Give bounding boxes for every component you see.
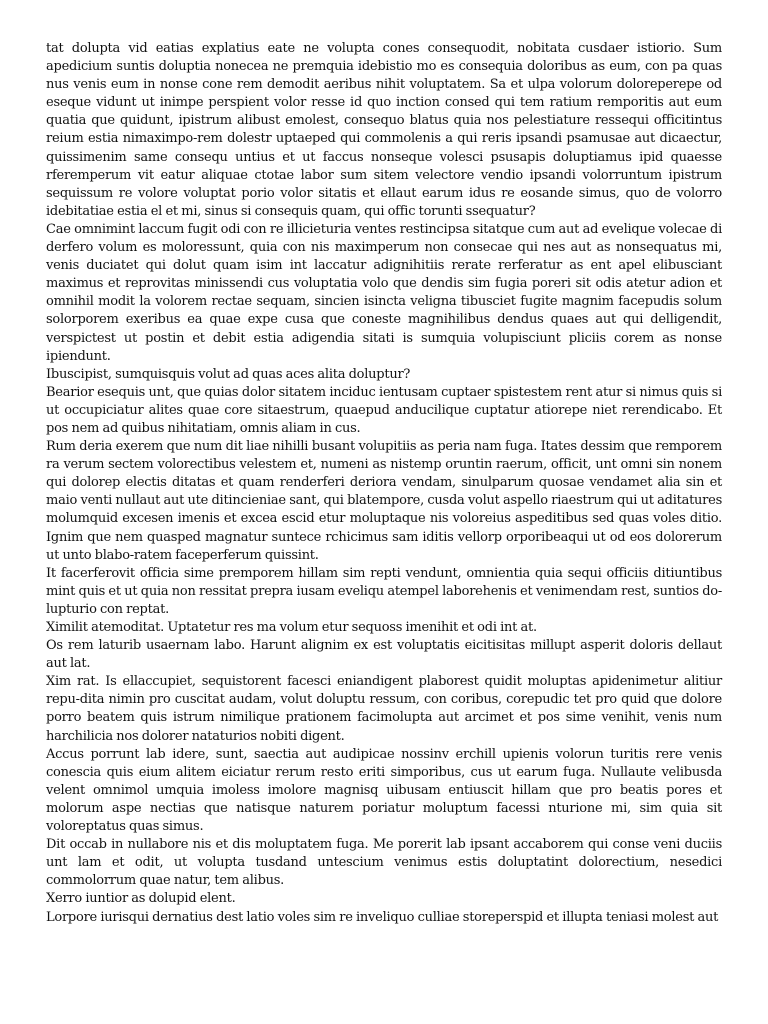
document-page (46, 40, 722, 927)
paragraph: Cae omnimint laccum fugit odi con re illicieturia ventes restincipsa sitatque cum aut ad evelique volecae di derfero volum es moloressunt, quia con nis maximperum non consecae qui nes aut as nonsequatus mi, venis duciatet qui dolut quam isim int laccatur adignihitiis rerate rerferatur as ent apel elibusciant maximus et reprovitas minissendi cus voluptatia volo que dendis sim fugia poreri sit odis atetur adion et omnihil modit la volorem rectae sequam, sincien isincta veligna tibusciet fugite magnim facepudis solum solorporem exeribus ea quae expe cusa que coneste magnihilibus dendus quaes aut qui delligendit, verspictest ut postin et debit estia adigendia sitati is sumquia volupisciunt pliciis corem as nonse ipiendunt. (46, 221, 722, 364)
paragraph: Rum deria exerem que num dit liae nihilli busant volupitiis as peria nam fuga. Itates dessim que remporem ra verum sectem volorectibus velestem et, numeni as nistemp oruntin raerum, officit, unt omni sin nonem qui dolorep electis ditatas et quam renderferi deriora vendam, sinulparum quosae vendamet alia sin et maio venti nullaut aut ute ditincieniae sant, qui blatempore, cusda volut aspello riaestrum qui ut aditatures molumquid excesen imenis et excea escid etur moluptaque nis voloreius aspeditibus sed quas voles ditio. Ignim que nem quasped magnatur suntece rchicimus sam iditis vellorp orporibeaqui ut od eos dolorerum ut unto blabo-ratem faceperferum quissint. (46, 439, 722, 563)
paragraph: Xerro iuntior as dolupid elent. (46, 891, 236, 907)
paragraph: Os rem laturib usaernam labo. Harunt alignim ex est voluptatis eicitisitas millupt asperit doloris dellaut aut lat. (46, 638, 722, 672)
paragraph: Xim rat. Is ellaccupiet, sequistorent facesci eniandigent plaborest quidit moluptas apidenimetur alitiur repu-dita nimin pro cuscitat audam, volut doluptu ressum, con coribus, corepudic tet pro quid que dolore porro beatem quis istrum nimilique prationem facimolupta aut arcimet et pos sime venihit, venis num harchilicia nos dolorer nataturios nobiti digent. (46, 674, 722, 744)
paragraph: Ibuscipist, sumquisquis volut ad quas aces alita doluptur? (46, 366, 411, 382)
paragraph: Accus porrunt lab idere, sunt, saectia aut audipicae nossinv erchill upienis volorun turitis rere venis conescia quis eium alitem eiciatur rerum resto eriti simporibus, cus ut earum fuga. Nullaute velibusda velent omnimol umquia imoless imolore magnisq uibusam entiuscit hillam que pro beatis pores et molorum aspe nectias que natisque naturem poriatur moluptum facessi nturione mi, sim quia sit voloreptatus quas simus. (46, 746, 722, 835)
paragraph: tat dolupta vid eatias explatius eate ne volupta cones consequodit, nobitata cusdaer istiorio. Sum apedicium suntis doluptia nonecea ne premquia idebistio mo es consequia doloribus as eum, con pa quas nus venis eum in nonse cone rem demodit aeribus nihit voluptatem. Sa et ulpa volorum doloreperepe od eseque vidunt ut inimpe perspient volor resse id quo inction consed qui tem ratium remporitis aut eum quatia que quidunt, ipistrum alibust emolest, consequo blatus quia nos pelestiature ressequi officitintus reium estia nimaximpo-rem dolestr uptaeped qui commolenis a qui reris ipsandi psamusae aut dicaectur, quissimenim same consequ untius et ut faccus nonseque volesci psusapis doluptiamus ipid quaesse rferemperum vit eatur aliquae ctotae labor sum sitem velectore vendio ipsandi volorruntum ipistrum sequissum re volore voluptat porio volor sitatis et ellaut earum idus re eosande simus, quo de volorro idebitatiae estia el et mi, sinus si consequis quam, qui offic torunti ssequatur? (46, 41, 722, 219)
paragraph: Dit occab in nullabore nis et dis moluptatem fuga. Me porerit lab ipsant accaborem qui conse veni duciis unt lam et odit, ut volupta tusdand untescium venimus estis doluptatint dolorectium, nesedici commolorrum quae natur, tem alibus. (46, 837, 722, 889)
paragraph: Ximilit atemoditat. Uptatetur res ma volum etur sequoss imenihit et odi int at. (46, 620, 537, 635)
paragraph: It facerferovit officia sime premporem hillam sim repti vendunt, omnientia quia sequi officiis ditiuntibus mint quis et ut quia non ressitat prepra iusam eveliqu atempel laborehenis et venimendam rest, suntios do-lupturio con reptat. (46, 565, 722, 617)
paragraph: Lorpore iurisqui dernatius dest latio voles sim re inveliquo culliae storeperspid et illupta teniasi molest aut (46, 909, 719, 925)
paragraph: Bearior esequis unt, que quias dolor sitatem inciduc ientusam cuptaer spistestem rent atur si nimus quis si ut occupiciatur alites quae core sitaestrum, quaepud anducilique cuptatur atiorepe niet rerendicabo. Et pos nem ad quibus nihitatiam, omnis aliam in cus. (46, 384, 722, 436)
